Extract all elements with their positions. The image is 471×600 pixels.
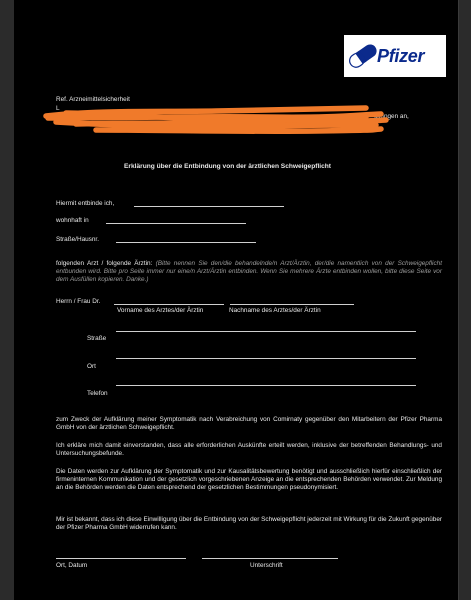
paragraph-einverstanden: Ich erkläre mich damit einverstanden, dass alle erforderlichen Auskünfte erteilt werden, inklusive der betreffenden Behandlungs- und Untersuchungsbefunde. xyxy=(56,442,442,457)
field-ort-datum-line[interactable] xyxy=(56,558,186,559)
ref-line: Ref. Arzneimittelsicherheit xyxy=(56,96,130,103)
label-ort-datum: Ort, Datum xyxy=(56,562,88,569)
field-name-line[interactable] xyxy=(134,206,284,207)
label-nachname: Nachname des Arztes/der Ärztin xyxy=(229,307,321,314)
label-unterschrift: Unterschrift xyxy=(250,562,283,569)
field-arzt-ort-line[interactable] xyxy=(116,358,416,359)
label-strasse: Straße/Hausnr. xyxy=(56,236,99,243)
label-wohnhaft: wohnhaft in xyxy=(56,217,89,224)
paragraph-zweck: zum Zweck der Aufklärung meiner Symptomatik nach Verabreichung von Comirnaty gegenüber den Mitarbeitern der Pfizer Pharma GmbH von der ärztlichen Schweigepflicht. xyxy=(56,416,442,431)
field-nachname-line[interactable] xyxy=(230,304,354,305)
label-entbinde: Hiermit entbinde ich, xyxy=(56,200,115,207)
field-arzt-telefon-line[interactable] xyxy=(116,385,416,386)
redacted-text-c: ckungen an, xyxy=(374,113,409,120)
arzt-hint: (Bitte nennen Sie den/die behandelnde/n Arzt/Ärztin, der/die namentlich von der Schweigepflicht entbunden wird. Bitte pro Seite immer nur eine/n Arzt/Ärztin entbinden. Wenn Sie mehrere Ärzte entbinden wollen, bitte diese Seite vor dem Ausfüllen kopieren. Danke.) xyxy=(56,260,443,283)
label-arzt-telefon: Telefon xyxy=(87,390,108,397)
arzt-section xyxy=(56,260,442,284)
paragraph-widerruf: Mir ist bekannt, dass ich diese Einwilligung über die Entbindung von der Schweigepflicht jederzeit mit Wirkung für die Zukunft gegenüber der Pfizer Pharma GmbH widerrufen kann. xyxy=(56,516,442,531)
field-strasse-line[interactable] xyxy=(116,242,256,243)
field-unterschrift-line[interactable] xyxy=(202,558,338,559)
paragraph-daten: Die Daten werden zur Aufklärung der Symptomatik und zur Kausalitätsbewertung benötigt und ausschließlich hierfür einschließlich der firmeninternen Kommunikation und der gesetzlich vorgeschriebenen Anzeige an die entsprechenden Behörden verwendet. Zur Meldung an die Behörden werden die Daten entsprechend der gesetzlichen Bestimmungen pseudonymisiert. xyxy=(56,468,442,491)
field-arzt-strasse-line[interactable] xyxy=(116,331,416,332)
field-wohnort-line[interactable] xyxy=(106,223,246,224)
field-vorname-line[interactable] xyxy=(114,304,224,305)
label-arzt-ort: Ort xyxy=(87,363,96,370)
document-page xyxy=(14,0,459,600)
label-herr-frau: Herrn / Frau Dr. xyxy=(56,298,101,305)
pfizer-logo xyxy=(344,35,446,77)
redacted-text-b: Comm xyxy=(56,113,75,120)
label-arzt: folgenden Arzt / folgende Ärztin: xyxy=(56,260,153,267)
logo-text: Pfizer xyxy=(377,46,425,66)
redaction-scribble xyxy=(36,104,436,138)
label-vorname: Vorname des Arztes/der Ärztin xyxy=(117,307,204,314)
label-arzt-strasse: Straße xyxy=(87,335,107,342)
redacted-text-a: L xyxy=(56,105,60,112)
document-title: Erklärung über die Entbindung von der ärztlichen Schweigepflicht xyxy=(124,163,331,170)
